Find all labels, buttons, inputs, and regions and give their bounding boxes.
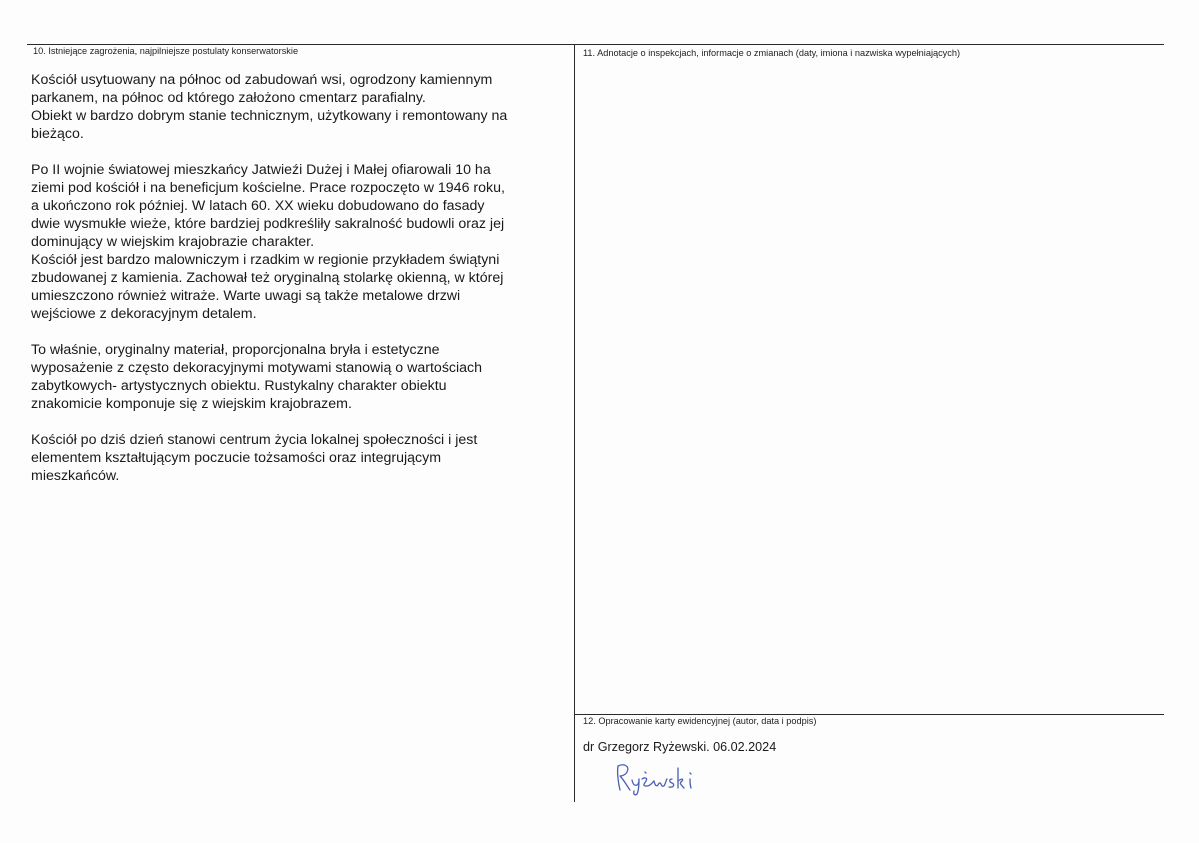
top-rule xyxy=(27,44,1164,45)
section-12-label: 12. Opracowanie karty ewidencyjnej (autor, data i podpis) xyxy=(583,716,817,726)
handwritten-signature xyxy=(612,760,712,796)
paragraph-location: Kościół usytuowany na północ od zabudowań wsi, ogrodzony kamiennym parkanem, na północ od którego założono cmentarz parafialny. Obiekt w bardzo dobrym stanie technicznym, użytkowany i remontowany na bieżąco. xyxy=(31,72,508,142)
paragraph-community: Kościół po dziś dzień stanowi centrum życia lokalnej społeczności i jest elementem kształtującym poczucie tożsamości oraz integrującym mieszkańców. xyxy=(31,432,478,484)
section-12-rule xyxy=(574,714,1164,715)
paragraph-history: Po II wojnie światowej mieszkańcy Jatwieźi Dużej i Małej ofiarowali 10 ha ziemi pod kościół i na beneficjum kościelne. Prace rozpoczęto w 1946 roku, a ukończono rok później. W latach 60. XX wieku dobudowano do fasady dwie wysmukłe wieże, które bardziej podkreśliły sakralność budowli oraz jej dominujący w wiejskim krajobrazie charakter. Kościół jest bardzo malowniczym i rzadkim w regionie przykładem świątyni zbudowanej z kamienia. Zachował też oryginalną stolarkę okienną, w której umieszczono również witraże. Warte uwagi są także metalowe drzwi wejściowe z dekoracyjnym detalem. xyxy=(31,162,505,322)
column-divider xyxy=(574,44,575,802)
section-10-label: 10. Istniejące zagrożenia, najpilniejsze postulaty konserwatorskie xyxy=(33,46,299,56)
author-line: dr Grzegorz Ryżewski. 06.02.2024 xyxy=(583,740,777,754)
section-10-body xyxy=(31,71,566,503)
section-11-label: 11. Adnotacje o inspekcjach, informacje o zmianach (daty, imiona i nazwiska wypełniających) xyxy=(583,48,961,58)
paragraph-values: To właśnie, oryginalny materiał, proporcjonalna bryła i estetyczne wyposażenie z często dekoracyjnymi motywami stanowią o wartościach zabytkowych- artystycznych obiektu. Rustykalny charakter obiektu znakomicie komponuje się z wiejskim krajobrazem. xyxy=(31,342,483,412)
